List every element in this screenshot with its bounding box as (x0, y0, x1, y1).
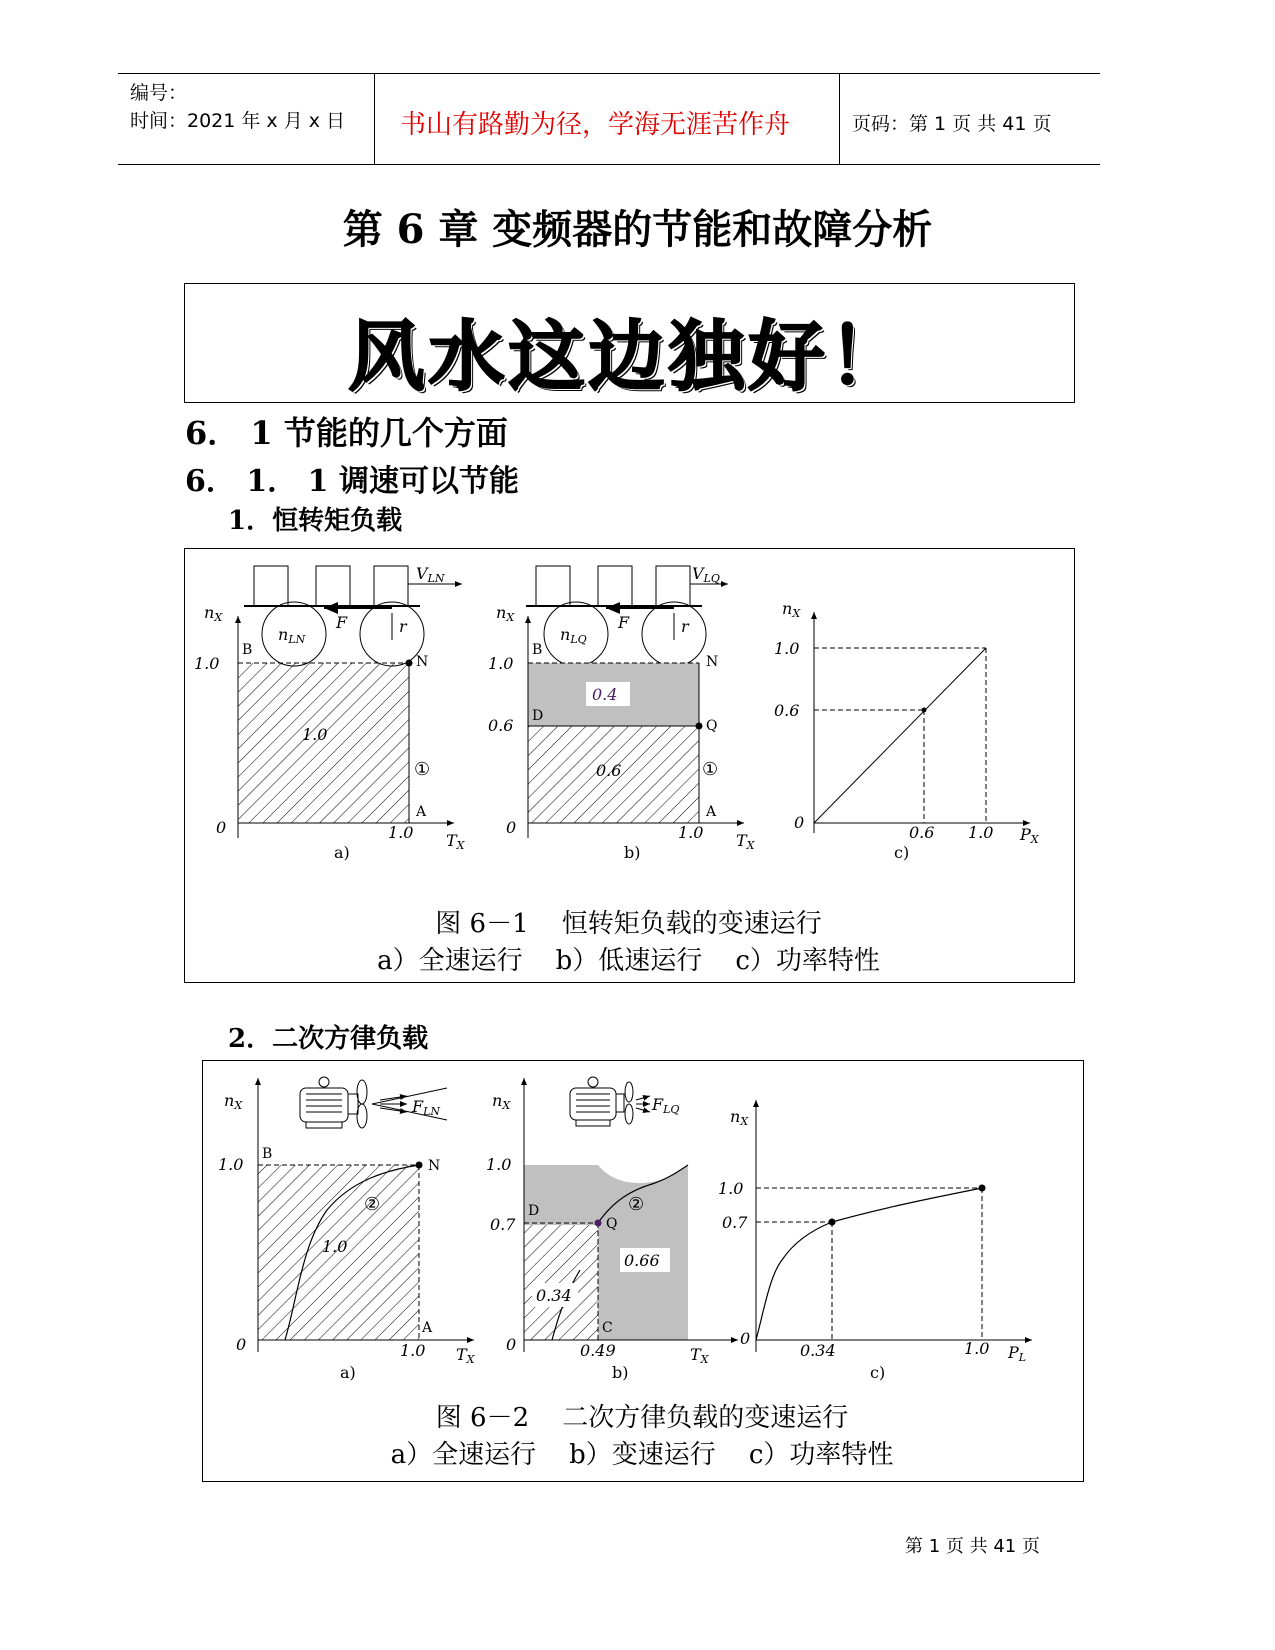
fig2b-label: b) (612, 1363, 629, 1382)
fig2b-y-axis: nX (492, 1091, 511, 1112)
fig1a-pt-a: A (416, 804, 427, 820)
fig1b-y-axis: nX (496, 603, 515, 624)
fig2c-origin: 0 (740, 1329, 751, 1348)
fig2b-pt-q: Q (606, 1216, 618, 1232)
figure-2-caption-line1: 图 6－2 二次方律负载的变速运行 (435, 1403, 849, 1433)
fig1b-area-top: 0.4 (592, 685, 618, 704)
fig1c-x-mid: 0.6 (909, 823, 935, 842)
fig1b-label: b) (624, 843, 641, 862)
fig1a-x-end: 1.0 (388, 823, 414, 842)
fig2b-motor-fan-icon (570, 1077, 650, 1126)
fig1b-x-axis: TX (736, 831, 755, 852)
fig2c-y-axis: nX (730, 1107, 749, 1128)
footer-page-number: 第 1 页 共 41 页 (905, 1536, 1040, 1557)
header-divider-1 (374, 73, 375, 164)
header-number-label: 编号： (130, 82, 188, 104)
fig1-panel-a (194, 564, 466, 862)
fig2b-y-top: 1.0 (486, 1155, 512, 1174)
fig2a-origin: 0 (236, 1335, 247, 1354)
fig1b-pt-a: A (706, 804, 717, 820)
fig1a-y-top: 1.0 (194, 654, 220, 673)
fig1a-origin: 0 (216, 818, 227, 837)
fig1c-origin: 0 (794, 813, 805, 832)
fig2-panel-b (486, 1077, 738, 1382)
fig1b-r-label: r (681, 617, 689, 636)
fig1b-pt-n: N (706, 654, 719, 670)
fig2b-y-mid: 0.7 (490, 1215, 516, 1234)
figure-1-caption-line1: 图 6－1 恒转矩负载的变速运行 (435, 909, 822, 939)
fig1b-pt-d: D (532, 708, 544, 724)
fig2a-area: 1.0 (322, 1237, 348, 1256)
fig1a-pt-b: B (242, 642, 253, 658)
fig1c-x-axis: PX (1020, 825, 1039, 846)
fig2b-pt-d: D (528, 1203, 540, 1219)
fig1b-origin: 0 (506, 818, 517, 837)
item-heading-1: 1．恒转矩负载 (228, 506, 403, 536)
fig1a-curve-num: ① (414, 759, 431, 780)
fig2a-pt-b: B (262, 1146, 273, 1162)
fig2c-x-end: 1.0 (964, 1339, 990, 1358)
fig1a-x-axis: TX (446, 831, 465, 852)
fig2a-x-axis: TX (456, 1345, 475, 1366)
fig1-panel-c (774, 599, 1040, 862)
fig2a-f-label: FLN (412, 1097, 441, 1118)
section-heading-6-1-1: 6． 1． 1 调速可以节能 (185, 464, 519, 499)
fig1b-y-top: 1.0 (488, 654, 514, 673)
fig2a-y-axis: nX (224, 1091, 243, 1112)
fig1a-label: a) (334, 843, 350, 862)
fig1b-x-end: 1.0 (678, 823, 704, 842)
fig2c-x-axis: PL (1008, 1343, 1027, 1364)
chapter-title: 第 6 章 变频器的节能和故障分析 (342, 206, 933, 253)
fig2-panel-a (218, 1077, 476, 1382)
fig1c-x-end: 1.0 (968, 823, 994, 842)
fig2a-pt-n: N (428, 1158, 441, 1174)
header-page-label: 页码：第 1 页 共 41 页 (852, 113, 1052, 135)
figure-2-caption-line2: a）全速运行 b）变速运行 c）功率特性 (390, 1440, 894, 1470)
fig2a-motor-fan-icon (300, 1077, 447, 1128)
fig1c-y-top: 1.0 (774, 639, 800, 658)
item-heading-2: 2．二次方律负载 (228, 1024, 429, 1054)
fig2b-area-right: 0.66 (624, 1251, 660, 1270)
header-time-label: 时间：2021 年 x 月 x 日 (130, 110, 346, 132)
fig1a-v-label: VLN (416, 564, 445, 585)
figure-1-caption-line2: a）全速运行 b）低速运行 c）功率特性 (377, 946, 880, 976)
fig2b-x-mid: 0.49 (580, 1341, 616, 1360)
fig1c-y-axis: nX (782, 599, 801, 620)
fig1b-n-label: nLQ (560, 625, 587, 646)
fig2b-origin: 0 (506, 1335, 517, 1354)
fig2c-x-mid: 0.34 (800, 1341, 836, 1360)
section-heading-6-1: 6． 1 节能的几个方面 (185, 414, 508, 452)
fig2a-label: a) (340, 1363, 356, 1382)
fig1b-pt-b: B (532, 642, 543, 658)
fig1a-r-label: r (399, 617, 407, 636)
fig1b-v-label: VLQ (692, 564, 720, 585)
fig2-panel-c (718, 1100, 1032, 1382)
header-bottom-rule (118, 164, 1100, 165)
fig1a-n-label: nLN (278, 625, 306, 646)
fig1b-curve-num: ① (702, 759, 719, 780)
fig1c-label: c) (894, 843, 910, 862)
fig2b-pt-c: C (602, 1320, 613, 1336)
fig2c-y-top: 1.0 (718, 1179, 744, 1198)
fig1b-area-bottom: 0.6 (596, 761, 622, 780)
fig2a-curve-num: ② (364, 1194, 381, 1215)
fig2a-y-top: 1.0 (218, 1155, 244, 1174)
header-divider-2 (839, 73, 840, 164)
fig2c-y-mid: 0.7 (722, 1213, 748, 1232)
fig1a-f-label: F (336, 613, 348, 632)
fig1a-y-axis: nX (204, 603, 223, 624)
fig1c-y-mid: 0.6 (774, 701, 800, 720)
fig1b-f-label: F (618, 613, 630, 632)
fig2a-pt-a: A (422, 1320, 433, 1336)
fig1b-pt-q: Q (706, 718, 718, 734)
fig2c-label: c) (870, 1363, 886, 1382)
fig2b-curve-num: ② (628, 1194, 645, 1215)
fig1a-area: 1.0 (302, 725, 328, 744)
fig1a-pt-n: N (416, 654, 429, 670)
fig1b-y-mid: 0.6 (488, 716, 514, 735)
banner-text: 风水这边独好！ (348, 312, 909, 401)
header-top-rule (118, 73, 1100, 74)
fig1-panel-b (488, 564, 756, 862)
fig2a-x-end: 1.0 (400, 1341, 426, 1360)
fig2b-f-label: FLQ (652, 1095, 680, 1116)
fig2b-area-left: 0.34 (536, 1286, 572, 1305)
fig2b-x-axis: TX (690, 1345, 709, 1366)
header-motto: 书山有路勤为径，学海无涯苦作舟 (400, 110, 791, 140)
